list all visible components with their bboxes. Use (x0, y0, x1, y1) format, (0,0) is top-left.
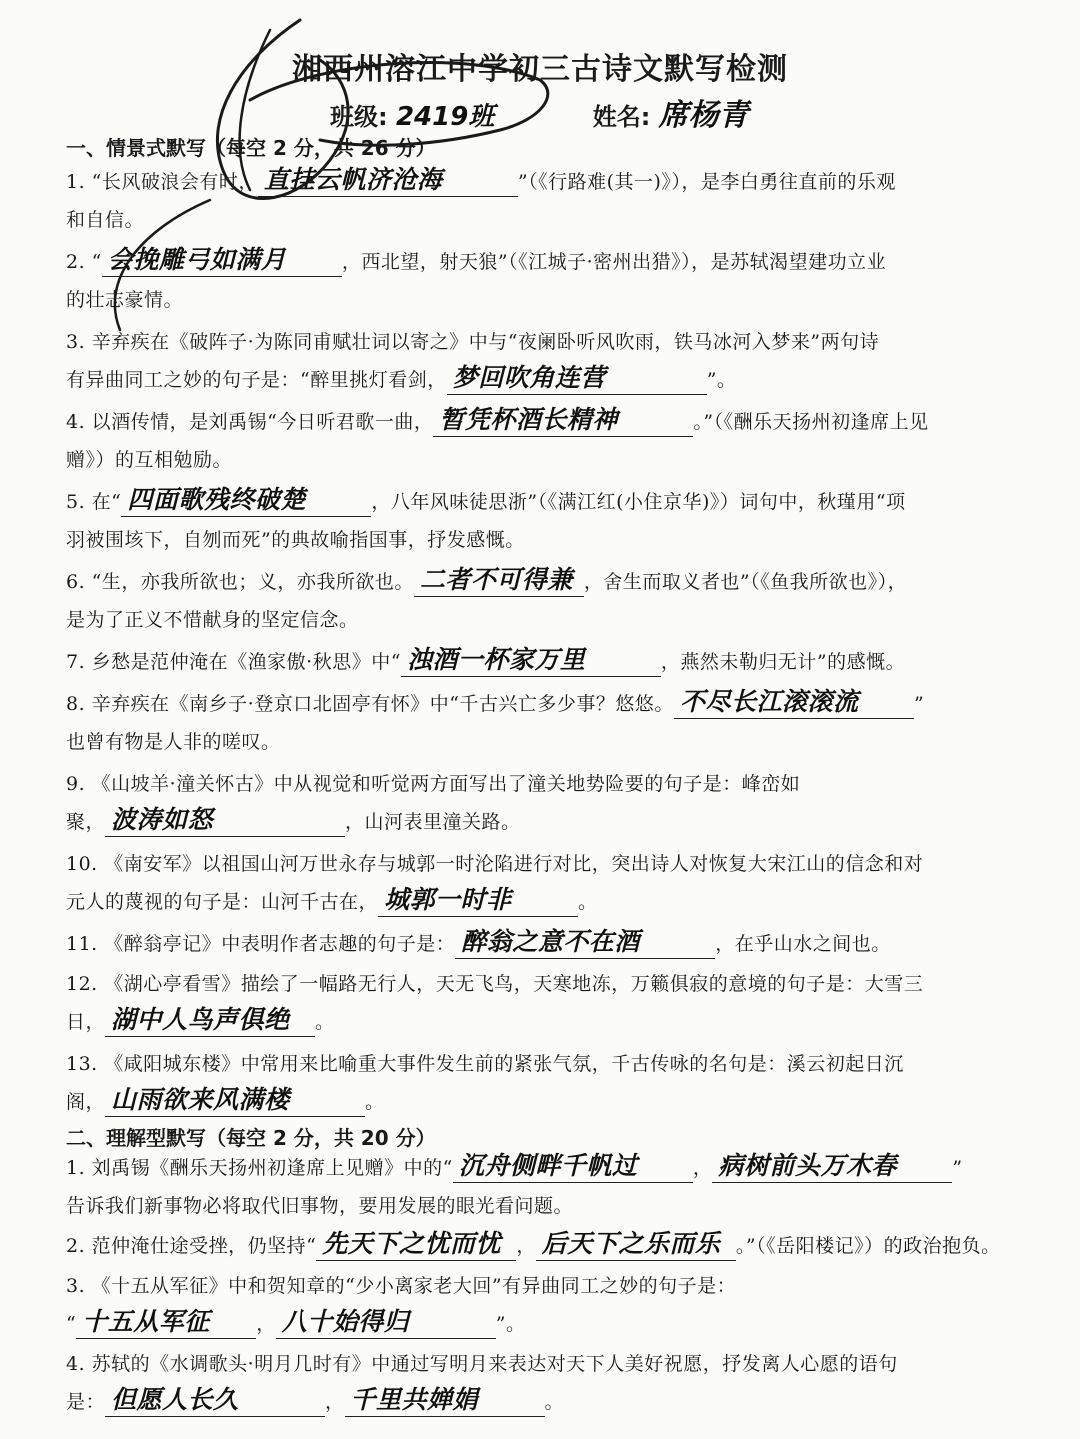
question-text: 是： (66, 1391, 106, 1413)
handwritten-answer: 后天下之乐而乐 (541, 1229, 721, 1258)
question-text: 6. “生，亦我所欲也；义，亦我所欲也。 (66, 571, 414, 593)
question-1-6-cont: 是为了正义不惜献身的坚定信念。 (66, 609, 359, 631)
handwritten-answer: 波涛如怒 (111, 805, 214, 834)
handwritten-answer: 四面歌残终破楚 (127, 485, 306, 514)
question-1-11 (66, 922, 1026, 966)
question-text: 聚， (66, 811, 106, 833)
question-text: 元人的蔑视的句子是：山河千古在， (66, 891, 379, 913)
question-text: 。 (544, 1391, 565, 1413)
answer-blank (433, 403, 693, 437)
question-text: ，燕然未勒归无计”的感慨。 (660, 651, 906, 673)
name-label: 姓名: (592, 103, 651, 131)
class-value: 2419班 (395, 102, 495, 132)
question-1-3-cont (66, 358, 1026, 402)
question-1-12-cont (66, 1000, 1026, 1044)
question-text: ， (516, 1235, 536, 1257)
question-text: 有异曲同工之妙的句子是：“醉里挑灯看剑， (66, 369, 447, 391)
handwritten-answer: 湖中人鸟声俱绝 (111, 1005, 290, 1034)
question-text: 。”（《酬乐天扬州初逢席上见 (693, 411, 929, 433)
question-text: 。 (578, 891, 598, 913)
handwritten-answer: 病树前头万木春 (718, 1151, 897, 1180)
answer-blank (102, 243, 342, 277)
question-text: ，西北望，射天狼”（《江城子·密州出猎》），是苏轼渴望建功立业 (341, 251, 887, 273)
answer-blank (453, 1149, 693, 1183)
question-text: 1. 刘禹锡《酬乐天扬州初逢席上见赠》中的“ (66, 1157, 453, 1179)
question-1-2-cont: 的壮志豪情。 (66, 289, 184, 311)
handwritten-answer: 城郭一时非 (384, 885, 512, 914)
question-text: ”（《行路难(其一)》），是李白勇往直前的乐观 (517, 171, 896, 193)
answer-blank (316, 1227, 516, 1261)
answer-blank (76, 1305, 256, 1339)
answer-blank (258, 163, 518, 197)
question-text: ， (256, 1313, 276, 1335)
question-1-1-cont: 和自信。 (66, 209, 145, 231)
section-2-heading: 二、理解型默写（每空 2 分，共 20 分） (66, 1126, 436, 1150)
answer-blank (447, 361, 707, 395)
question-1-8-cont: 也曾有物是人非的嗟叹。 (66, 731, 281, 753)
question-text: ” (913, 693, 925, 715)
page-title: 湘西州溶江中学初三古诗文默写检测 (292, 52, 788, 87)
class-label: 班级: (330, 103, 388, 131)
answer-blank (276, 1305, 496, 1339)
handwritten-answer: 八十始得归 (281, 1307, 410, 1336)
question-text: 11. 《醉翁亭记》中表明作者志趣的句子是： (66, 933, 456, 955)
question-1-12: 12. 《湖心亭看雪》描绘了一幅路无行人，天无飞鸟，天寒地冻，万籁俱寂的意境的句子是：大雪三 (66, 973, 924, 995)
question-text: ， (692, 1157, 713, 1179)
question-text: 7. 乡愁是范仲淹在《渔家傲·秋思》中“ (66, 651, 401, 673)
question-text: 日， (66, 1011, 106, 1033)
question-text: ”。 (706, 369, 737, 391)
question-text: 。 (365, 1091, 385, 1113)
question-text: “ (66, 1313, 77, 1335)
handwritten-answer: 二者不可得兼 (419, 565, 573, 594)
question-2-2 (66, 1224, 1026, 1268)
question-text: 4. 以酒传情，是刘禹锡“今日听君歌一曲， (66, 411, 434, 433)
answer-blank (401, 643, 661, 677)
answer-blank (105, 1003, 315, 1037)
handwritten-answer: 醉翁之意不在酒 (461, 927, 640, 956)
handwritten-answer: 梦回吹角连营 (452, 363, 606, 392)
question-2-4-cont (66, 1380, 1026, 1424)
answer-blank (121, 483, 371, 517)
question-text: 。”（《岳阳楼记》）的政治抱负。 (735, 1235, 1001, 1257)
question-text: ”。 (495, 1313, 526, 1335)
answer-blank (674, 685, 914, 719)
handwritten-answer: 沉舟侧畔千帆过 (458, 1151, 638, 1180)
question-text: ， (325, 1391, 345, 1413)
question-1-7 (66, 640, 1026, 684)
handwritten-answer: 直挂云帆济沧海 (263, 165, 443, 194)
handwritten-answer: 浊酒一杯家万里 (406, 645, 586, 674)
answer-blank (712, 1149, 952, 1183)
answer-blank (414, 563, 584, 597)
answer-blank (105, 1383, 325, 1417)
question-text: 8. 辛弃疾在《南乡子·登京口北固亭有怀》中“千古兴亡多少事？悠悠。 (66, 693, 674, 715)
question-text: 5. 在“ (66, 491, 122, 513)
question-2-3-cont (66, 1302, 1026, 1346)
question-text: 2. 范仲淹仕途受挫，仍坚持“ (66, 1235, 317, 1257)
handwritten-answer: 十五从军征 (82, 1307, 210, 1336)
question-1-9-cont (66, 800, 1026, 844)
answer-blank (455, 925, 715, 959)
handwritten-answer: 千里共婵娟 (350, 1385, 479, 1414)
question-1-9: 9. 《山坡羊·潼关怀古》中从视觉和听觉两方面写出了潼关地势险要的句子是：峰峦如 (66, 773, 801, 795)
question-1-5-cont: 羽被围垓下，自刎而死”的典故喻指国事，抒发感慨。 (66, 529, 525, 551)
question-1-10: 10. 《南安军》以祖国山河万世永存与城郭一时沦陷进行对比，突出诗人对恢复大宋江山的信念和对 (66, 853, 924, 875)
handwritten-answer: 会挽雕弓如满月 (107, 245, 287, 274)
question-1-3: 3. 辛弃疾在《破阵子·为陈同甫赋壮词以寄之》中与“夜阑卧听风吹雨，铁马冰河入梦来”两句诗 (66, 331, 880, 353)
handwritten-answer: 不尽长江滚滚流 (679, 687, 859, 716)
question-text: 阁， (66, 1091, 106, 1113)
answer-blank (105, 803, 345, 837)
question-text: ，八年风味徒思浙”（《满江红(小住京华)》）词句中，秋瑾用“项 (371, 491, 906, 513)
answer-blank (536, 1227, 736, 1261)
question-2-4: 4. 苏轼的《水调歌头·明月几时有》中通过写明月来表达对天下人美好祝愿，抒发离人心愿的语句 (66, 1353, 898, 1375)
question-text: 2. “ (66, 251, 102, 273)
answer-blank (345, 1383, 545, 1417)
handwritten-answer: 但愿人长久 (111, 1385, 239, 1414)
handwritten-answer: 先天下之忧而忧 (322, 1229, 501, 1258)
question-text: ，在乎山水之间也。 (715, 933, 891, 955)
question-text: ，山河表里潼关路。 (345, 811, 521, 833)
question-text: ，舍生而取义者也”（《鱼我所欲也》）， (583, 571, 908, 593)
question-1-10-cont (66, 880, 1026, 924)
section-1-heading: 一、情景式默写（每空 2 分，共 26 分） (66, 136, 436, 160)
question-text: 1. “长风破浪会有时， (66, 171, 258, 193)
question-1-13: 13. 《咸阳城东楼》中常用来比喻重大事件发生前的紧张气氛，千古传咏的名句是：溪云初起日沉 (66, 1053, 904, 1075)
handwritten-answer: 暂凭杯酒长精神 (439, 405, 618, 434)
answer-blank (378, 883, 578, 917)
answer-blank (105, 1083, 365, 1117)
name-value: 席杨青 (658, 98, 749, 133)
question-2-1-cont: 告诉我们新事物必将取代旧事物，要用发展的眼光看问题。 (66, 1195, 574, 1217)
student-info-row (330, 90, 890, 134)
handwritten-answer: 山雨欲来风满楼 (111, 1085, 290, 1114)
question-text: 。 (315, 1011, 335, 1033)
question-text: ” (952, 1157, 963, 1179)
question-1-4-cont: 赠》）的互相勉励。 (66, 449, 233, 471)
question-1-13-cont (66, 1080, 1026, 1124)
question-2-3: 3. 《十五从军征》中和贺知章的“少小离家老大回”有异曲同工之妙的句子是： (66, 1275, 737, 1297)
